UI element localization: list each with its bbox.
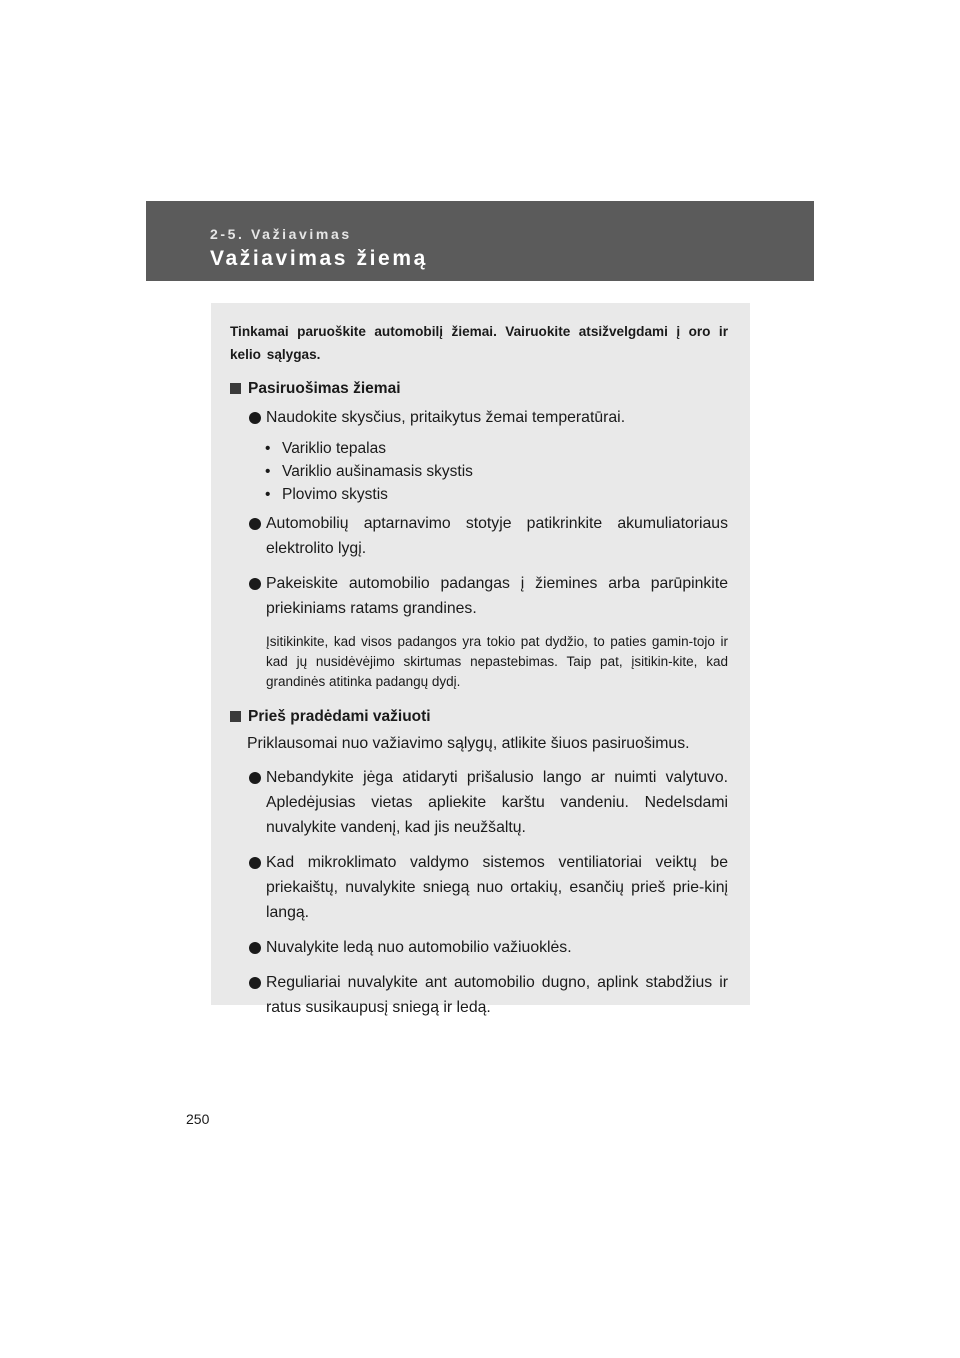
circle-bullet-icon bbox=[249, 772, 261, 784]
sub-list-item: • Variklio aušinamasis skystis bbox=[230, 460, 728, 483]
list-item-text: Pakeiskite automobilio padangas į žiemines arba parūpinkite priekiniams ratams grandines. bbox=[266, 575, 728, 617]
list-item-text: Kad mikroklimato valdymo sistemos ventiliatoriai veiktų be priekaištų, nuvalykite sniegą nuo ortakių, esančių prieš prie-kinį langą. bbox=[266, 854, 728, 921]
section-heading-text: Pasiruošimas žiemai bbox=[248, 380, 401, 397]
intro-text: Tinkamai paruoškite automobilį žiemai. Vairuokite atsižvelgdami į oro ir kelio sąlygas. bbox=[230, 324, 728, 362]
list-item-text: Automobilių aptarnavimo stotyje patikrinkite akumuliatoriaus elektrolito lygį. bbox=[266, 515, 728, 557]
section-text: Priklausomai nuo važiavimo sąlygų, atlikite šiuos pasiruošimus. bbox=[247, 735, 690, 752]
section-header-bar bbox=[146, 201, 814, 281]
section-heading bbox=[230, 378, 728, 400]
section-heading bbox=[230, 706, 728, 728]
list-item-text: Nebandykite jėga atidaryti prišalusio lango ar nuimti valytuvo. Apledėjusias vietas apliekite karštu vandeniu. Nedelsdami nuvalykite vandenį, kad jis neužšaltų. bbox=[266, 769, 728, 836]
square-bullet-icon bbox=[230, 711, 241, 722]
page-number: 250 bbox=[186, 1111, 210, 1127]
list-item bbox=[230, 511, 728, 561]
circle-bullet-icon bbox=[249, 578, 261, 590]
circle-bullet-icon bbox=[249, 412, 261, 424]
circle-bullet-icon bbox=[249, 518, 261, 530]
list-item bbox=[230, 405, 728, 430]
content-panel bbox=[211, 303, 750, 1016]
list-item bbox=[230, 970, 728, 1020]
list-item bbox=[230, 571, 728, 621]
section-label: 2-5. Važiavimas bbox=[210, 226, 352, 242]
content-body bbox=[230, 320, 728, 1020]
list-item-text: Nuvalykite ledą nuo automobilio važiuoklės. bbox=[266, 939, 572, 956]
list-item-text: Reguliariai nuvalykite ant automobilio dugno, aplink stabdžius ir ratus susikaupusį sniegą ir ledą. bbox=[266, 974, 728, 1016]
list-item bbox=[230, 935, 728, 960]
list-item-text: Naudokite skysčius, pritaikytus žemai temperatūrai. bbox=[266, 409, 626, 426]
sub-list-item: • Variklio tepalas bbox=[230, 437, 728, 460]
list-item bbox=[230, 765, 728, 840]
sub-list-item: • Plovimo skystis bbox=[230, 483, 728, 506]
circle-bullet-icon bbox=[249, 857, 261, 869]
list-item bbox=[230, 850, 728, 925]
square-bullet-icon bbox=[230, 383, 241, 394]
note-text: Įsitikinkite, kad visos padangos yra tokio pat dydžio, to paties gamin-tojo ir kad jų nusidėvėjimo skirtumas nepastebimas. Taip pat, įsitikin-kite, kad grandinės atitinka padangų dydį. bbox=[266, 634, 728, 689]
circle-bullet-icon bbox=[249, 977, 261, 989]
circle-bullet-icon bbox=[249, 942, 261, 954]
page-title: Važiavimas žiemą bbox=[210, 247, 428, 270]
section-heading-text: Prieš pradėdami važiuoti bbox=[248, 708, 431, 725]
